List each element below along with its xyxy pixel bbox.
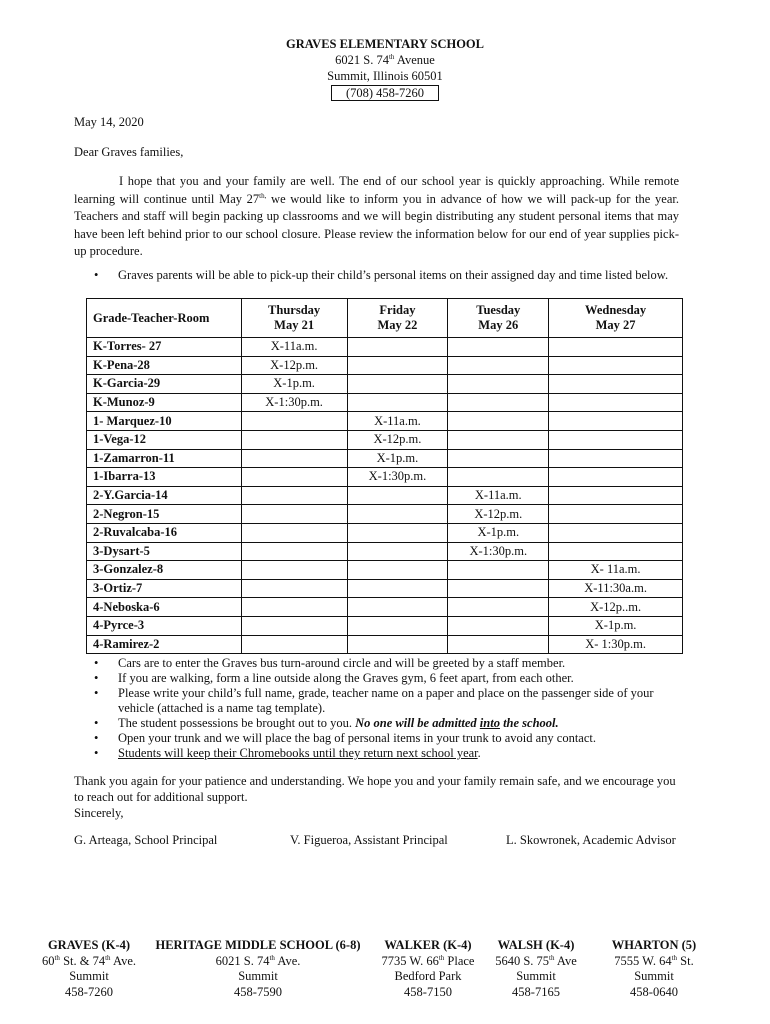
row-name-cell: 1-Zamarron-11 — [87, 449, 242, 468]
schedule-cell — [549, 449, 683, 468]
schedule-cell — [549, 523, 683, 542]
column-header: Thursday May 21 — [241, 299, 347, 338]
schedule-cell — [448, 393, 549, 412]
table-row — [87, 430, 683, 449]
schedule-cell — [347, 486, 448, 505]
schedule-cell — [549, 505, 683, 524]
schedule-cell — [448, 338, 549, 357]
table-row — [87, 635, 683, 654]
schedule-cell — [241, 523, 347, 542]
schedule-cell — [549, 468, 683, 487]
schedule-cell: X- 11a.m. — [549, 561, 683, 580]
list-item: • Cars are to enter the Graves bus turn-around circle and will be greeted by a staff member. — [94, 656, 566, 670]
column-header: Grade-Teacher-Room — [87, 299, 242, 338]
schedule-cell — [448, 598, 549, 617]
schedule-cell — [347, 356, 448, 375]
bullet-glyph: • — [94, 656, 99, 670]
school-phone: (708) 458-7260 — [331, 85, 439, 101]
pickup-bullet: • Graves parents will be able to pick-up their child’s personal items on their assigned day and time listed below. — [94, 268, 669, 282]
bullet-glyph: • — [94, 268, 99, 282]
table-header-row — [87, 299, 683, 338]
row-name-cell: 2-Negron-15 — [87, 505, 242, 524]
row-name-cell: 4-Ramirez-2 — [87, 635, 242, 654]
schedule-cell — [241, 598, 347, 617]
row-name-cell: K-Pena-28 — [87, 356, 242, 375]
list-item: • If you are walking, form a line outside along the Graves gym, 6 feet apart, from each other. — [94, 671, 574, 685]
schedule-cell — [241, 505, 347, 524]
school-name: GRAVES ELEMENTARY SCHOOL — [286, 37, 484, 51]
table-row — [87, 449, 683, 468]
schedule-cell — [549, 375, 683, 394]
schedule-cell: X- 1:30p.m. — [549, 635, 683, 654]
schedule-cell: X-11a.m. — [448, 486, 549, 505]
table-row — [87, 561, 683, 580]
row-name-cell: 1- Marquez-10 — [87, 412, 242, 431]
schedule-cell — [549, 486, 683, 505]
bullet-glyph: • — [94, 731, 99, 745]
schedule-cell — [448, 579, 549, 598]
school-address: 6021 S. 74th Avenue — [335, 52, 435, 67]
table-row — [87, 579, 683, 598]
schedule-cell — [448, 468, 549, 487]
table-row — [87, 393, 683, 412]
schedule-cell — [241, 486, 347, 505]
schedule-cell: X-12p.m. — [347, 430, 448, 449]
bullet-glyph: • — [94, 716, 99, 730]
schedule-cell: X-11a.m. — [241, 338, 347, 357]
schedule-cell — [549, 356, 683, 375]
schedule-cell — [347, 338, 448, 357]
schedule-cell — [448, 616, 549, 635]
table-row — [87, 542, 683, 561]
closing-paragraph — [74, 773, 684, 821]
signature-principal: G. Arteaga, School Principal — [74, 833, 218, 847]
row-name-cell: 2-Y.Garcia-14 — [87, 486, 242, 505]
schedule-cell — [241, 561, 347, 580]
schedule-cell — [241, 468, 347, 487]
list-item: • The student possessions be brought out to you. No one will be admitted into the school. — [94, 716, 559, 730]
schedule-cell: X-1p.m. — [347, 449, 448, 468]
row-name-cell: K-Munoz-9 — [87, 393, 242, 412]
table-row — [87, 468, 683, 487]
pickup-schedule-table — [86, 298, 683, 654]
list-item: • Please write your child’s full name, grade, teacher name on a paper and place on the passenger side of your vehicle (attached is a name tag template). — [94, 686, 654, 715]
footer-walker: WALKER (K-4) 7735 W. 66th Place Bedford Park 458-7150 — [381, 938, 475, 999]
sincerely-text: Sincerely, — [74, 806, 124, 820]
schedule-cell — [347, 523, 448, 542]
schedule-cell: X-12p.m. — [448, 505, 549, 524]
schedule-cell — [347, 579, 448, 598]
schedule-cell: X-1:30p.m. — [448, 542, 549, 561]
schedule-cell — [347, 616, 448, 635]
table-row — [87, 338, 683, 357]
schedule-cell — [241, 430, 347, 449]
letterhead — [0, 36, 770, 101]
schedule-cell — [448, 430, 549, 449]
row-name-cell: 4-Neboska-6 — [87, 598, 242, 617]
row-name-cell: 3-Gonzalez-8 — [87, 561, 242, 580]
schedule-cell — [549, 393, 683, 412]
schedule-cell: X-1p.m. — [241, 375, 347, 394]
row-name-cell: 1-Vega-12 — [87, 430, 242, 449]
schedule-cell — [347, 542, 448, 561]
schedule-cell — [347, 561, 448, 580]
column-header: Friday May 22 — [347, 299, 448, 338]
row-name-cell: 1-Ibarra-13 — [87, 468, 242, 487]
schedule-cell — [448, 356, 549, 375]
row-name-cell: K-Garcia-29 — [87, 375, 242, 394]
bullet-glyph: • — [94, 671, 99, 685]
letter-date: May 14, 2020 — [74, 115, 144, 129]
footer-heritage: HERITAGE MIDDLE SCHOOL (6-8) 6021 S. 74th Ave. Summit 458-7590 — [155, 938, 361, 999]
instructions-list — [94, 656, 674, 761]
schedule-cell: X-1:30p.m. — [347, 468, 448, 487]
schedule-cell — [241, 542, 347, 561]
schedule-cell — [241, 616, 347, 635]
schedule-cell — [448, 561, 549, 580]
schedule-cell — [241, 412, 347, 431]
bullet-glyph: • — [94, 746, 99, 760]
schedule-cell — [347, 375, 448, 394]
row-name-cell: 4-Pyrce-3 — [87, 616, 242, 635]
school-city: Summit, Illinois 60501 — [327, 69, 443, 83]
schedule-cell — [448, 375, 549, 394]
column-header: Wednesday May 27 — [549, 299, 683, 338]
table-row — [87, 412, 683, 431]
greeting: Dear Graves families, — [74, 145, 184, 159]
table-body — [87, 338, 683, 654]
footer-walsh: WALSH (K-4) 5640 S. 75th Ave Summit 458-7165 — [495, 938, 577, 999]
schedule-cell — [347, 393, 448, 412]
schedule-cell — [549, 542, 683, 561]
intro-paragraph: I hope that you and your family are well. The end of our school year is quickly approaching. While remote learning will continue until May $27^{th,}$ we would like to inform you in advance of how we will pack-up for the year. Teachers and staff will begin packing up classrooms and we will begin distributing any student personal items that may have been left behind prior to our school closure. Please review the information below for our end of year supplies pick-up procedure. — [74, 174, 679, 258]
row-name-cell: K-Torres- 27 — [87, 338, 242, 357]
schedule-cell — [347, 598, 448, 617]
row-name-cell: 3-Dysart-5 — [87, 542, 242, 561]
table-row — [87, 505, 683, 524]
signature-assistant-principal: V. Figueroa, Assistant Principal — [290, 833, 448, 847]
list-item: • Open your trunk and we will place the bag of personal items in your trunk to avoid any contact. — [94, 731, 596, 745]
schedule-cell — [549, 430, 683, 449]
table-row — [87, 616, 683, 635]
schedule-cell — [448, 449, 549, 468]
table-row — [87, 486, 683, 505]
schedule-cell: X-1p.m. — [549, 616, 683, 635]
signature-academic-advisor: L. Skowronek, Academic Advisor — [506, 833, 676, 847]
row-name-cell: 2-Ruvalcaba-16 — [87, 523, 242, 542]
schedule-cell: X-12p..m. — [549, 598, 683, 617]
footer-wharton: WHARTON (5) 7555 W. 64th St. Summit 458-0640 — [611, 938, 697, 999]
footer-graves: GRAVES (K-4) 60th St. & 74th Ave. Summit 458-7260 — [41, 938, 137, 999]
schedule-cell — [241, 635, 347, 654]
schedule-cell: X-1:30p.m. — [241, 393, 347, 412]
schedule-cell — [448, 412, 549, 431]
schedule-cell — [549, 338, 683, 357]
schedule-cell — [347, 505, 448, 524]
schedule-cell — [241, 449, 347, 468]
table-row — [87, 356, 683, 375]
list-item: • Students will keep their Chromebooks until they return next school year. — [94, 746, 481, 760]
row-name-cell: 3-Ortiz-7 — [87, 579, 242, 598]
thanks-text: Thank you again for your patience and understanding. We hope you and your family remain safe, and we encourage you to reach out for additional support. — [74, 774, 676, 804]
table-row — [87, 598, 683, 617]
schedule-cell — [241, 579, 347, 598]
schedule-cell: X-12p.m. — [241, 356, 347, 375]
bullet-glyph: • — [94, 686, 99, 700]
schedule-cell — [448, 635, 549, 654]
table-row — [87, 375, 683, 394]
schedule-cell: X-1p.m. — [448, 523, 549, 542]
column-header: Tuesday May 26 — [448, 299, 549, 338]
schedule-cell — [347, 635, 448, 654]
schedule-cell: X-11a.m. — [347, 412, 448, 431]
table-row — [87, 523, 683, 542]
schedule-cell — [549, 412, 683, 431]
schedule-cell: X-11:30a.m. — [549, 579, 683, 598]
